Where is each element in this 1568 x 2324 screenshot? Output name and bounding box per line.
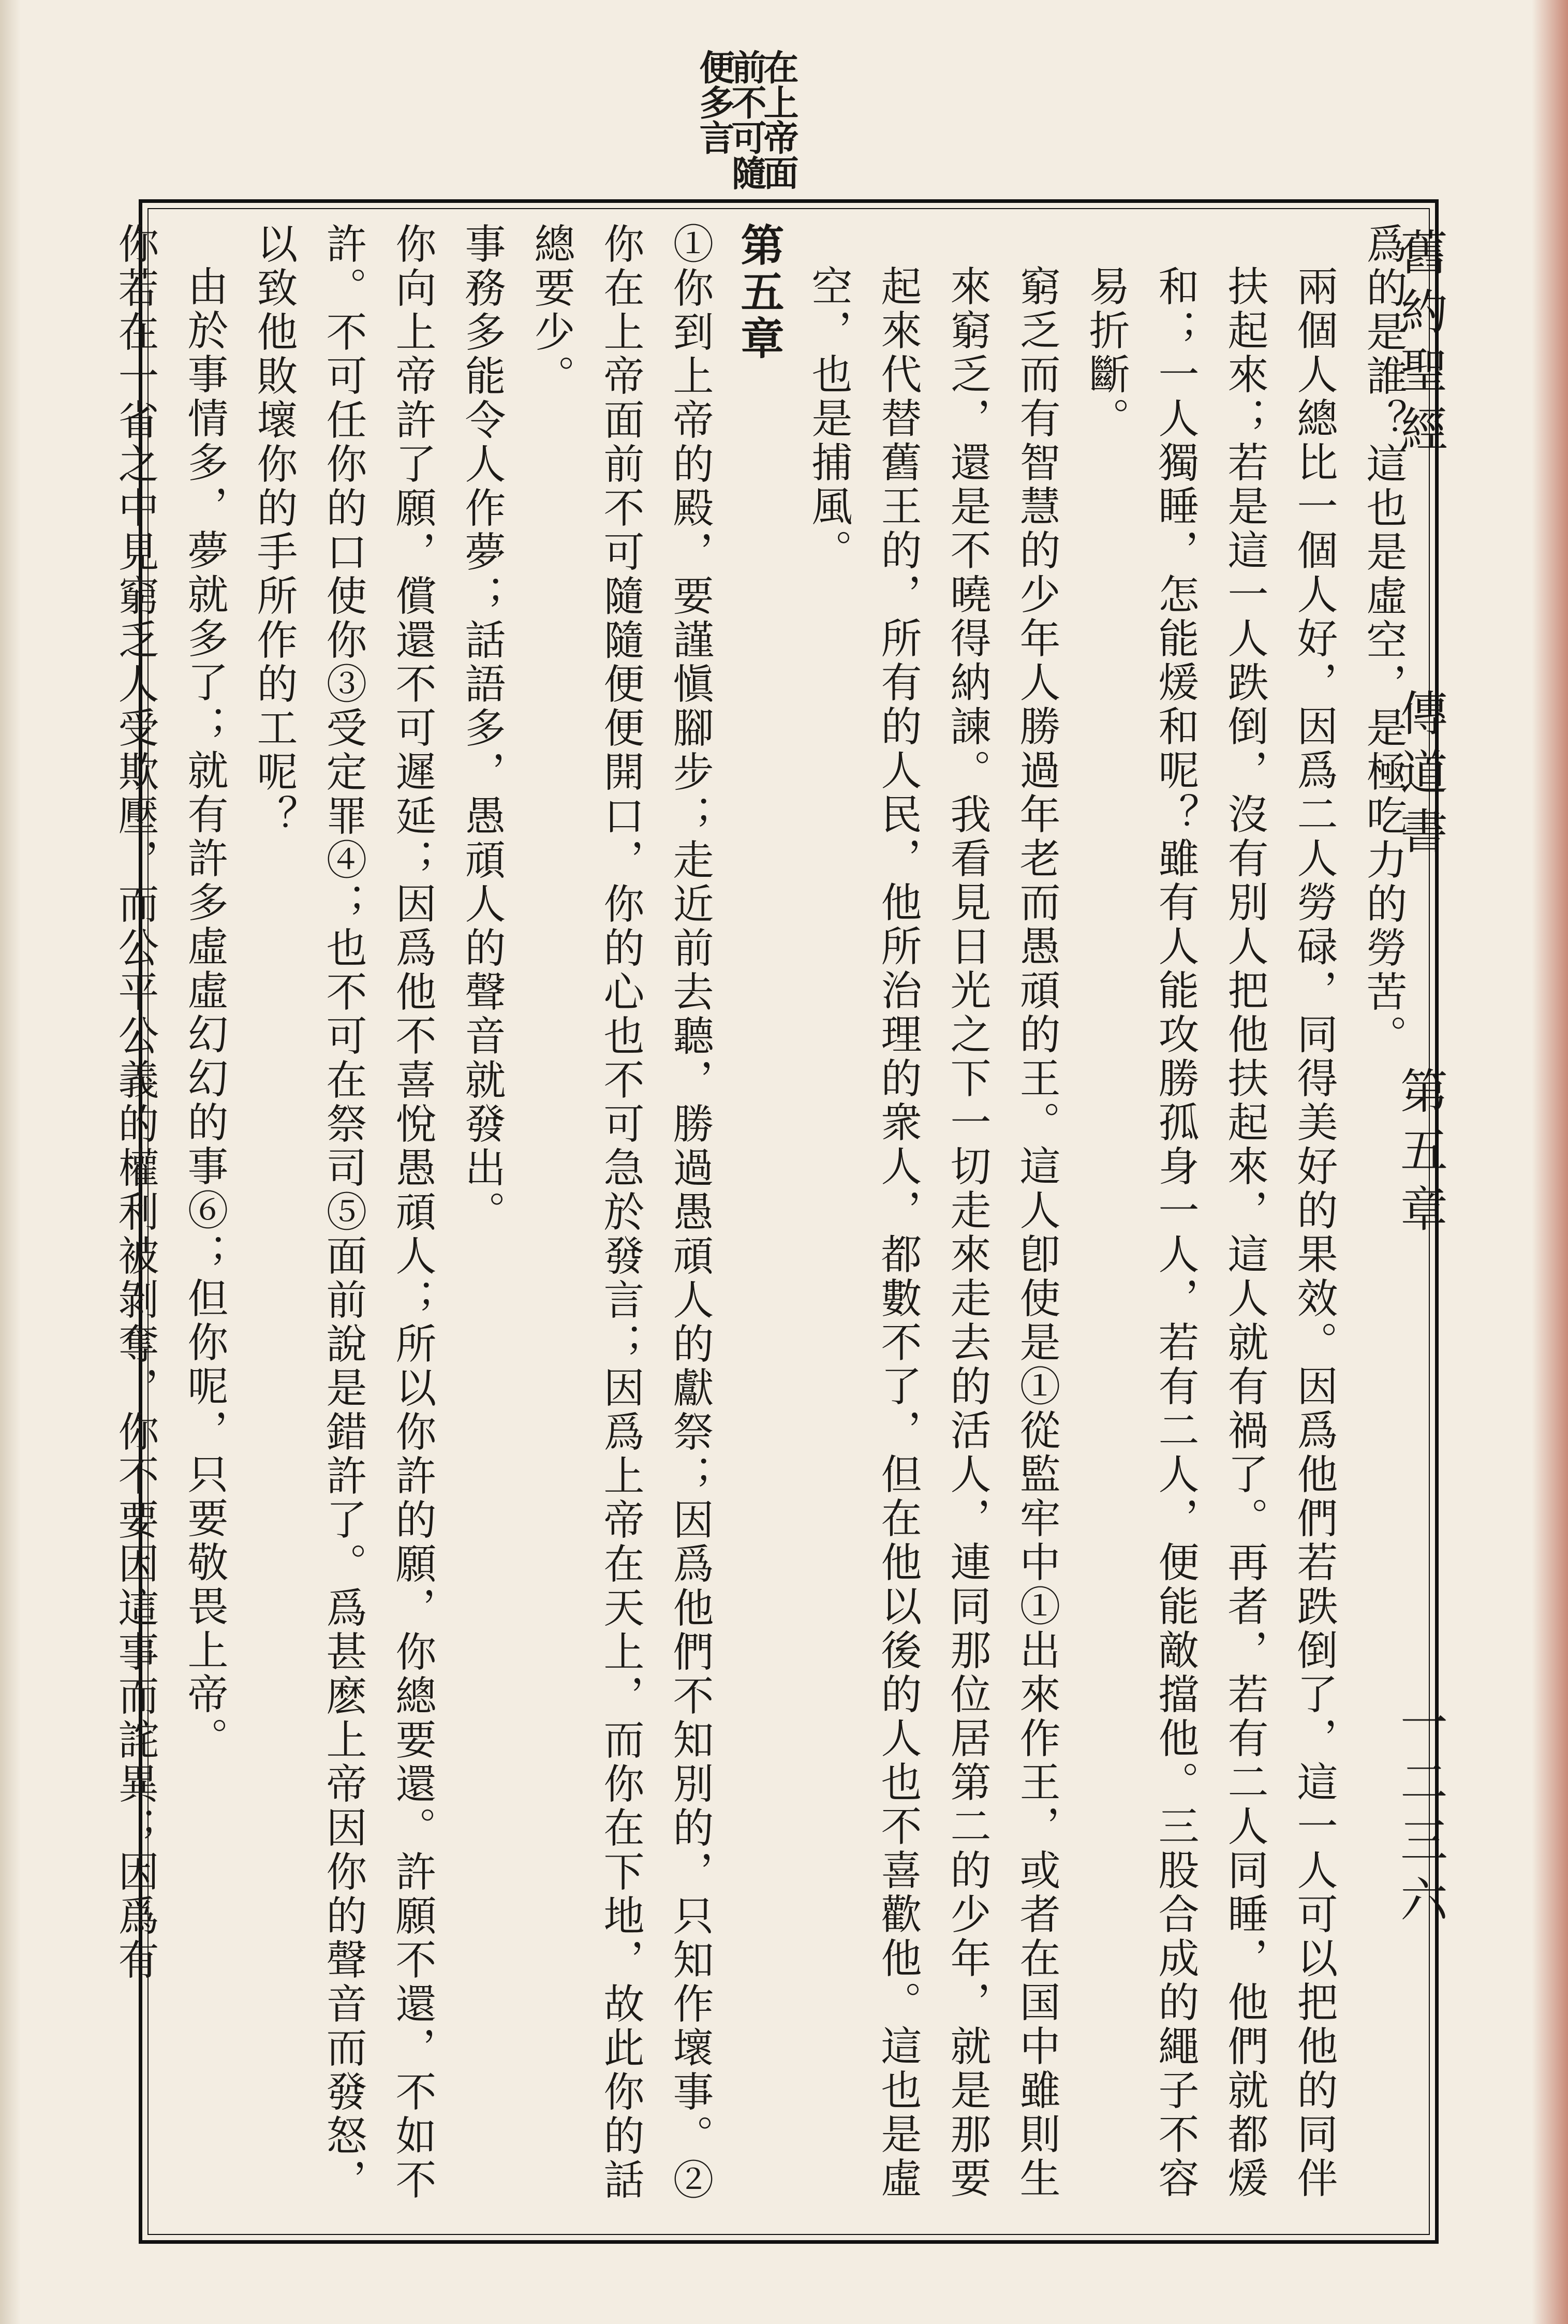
- chapter-label: 第五章: [1393, 1066, 1448, 1243]
- book-title: 舊約聖經: [1393, 228, 1448, 464]
- margin-note: 在上帝面前不可隨便多言: [693, 49, 799, 190]
- body-text: [111, 223, 1418, 2220]
- paragraph: 兩個人總比一個人好，因爲二人勞碌，同得美好的果效。因爲他們若跌倒了，這一人可以把他的同伴扶起來；若是這一人跌倒，沒有別人把他扶起來，這人就有禍了。再者，若有二人同睡，他們就都煖和；一人獨睡，怎能煖和呢？雖有人能攻勝孤身一人，若有二人，便能敵擋他。三股合成的繩子不容易折斷。: [1082, 265, 1338, 2201]
- paragraph: 你向上帝許了願，償還不可遲延；因爲他不喜悅愚頑人；所以你許的願，你總要還。許願不還，不如不許。不可任你的口使你③受定罪④；也不可在祭司⑤面前說是錯許了。爲甚麽上帝因你的聲音而發怒，以致他敗壞你的手所作的工呢？: [250, 223, 436, 2202]
- section-title: 傳道書: [1393, 688, 1448, 865]
- paragraph: 窮乏而有智慧的少年人勝過年老而愚頑的王。這人卽使是①從監牢中①出來作王，或者在国中雖則生來窮乏，還是不曉得納諫。我看見日光之下一切走來走去的活人，連同那位居第二的少年，就是那要起來代替舊王的，所有的人民，他所治理的衆人，都數不了，但在他以後的人也不喜歡他。這也是虛空，也是捕風。: [805, 265, 1060, 2201]
- chapter-heading: 第五章: [734, 223, 785, 362]
- paragraph: 由於事情多，夢就多了；就有許多虛虛幻幻的事⑥；但你呢，只要敬畏上帝。: [181, 265, 228, 1761]
- paragraph: ①你到上帝的殿，要謹愼腳步；走近前去聽，勝過愚頑人的獻祭；因爲他們不知別的，只知作壞事。②你在上帝面前不可隨隨便便開口，你的心也不可急於發言；因爲上帝在天上，而你在下地，故此你的話總要少。: [527, 223, 714, 2202]
- page-edge-right: [1532, 0, 1568, 2324]
- paragraph: 你若在一省之中見窮乏人受欺壓，而公平公義的權利被剝奪，你不要因這事而詫異；因爲有: [111, 223, 159, 1982]
- paragraph: 事務多能令人作夢；話語多，愚頑人的聲音就發出。: [458, 223, 506, 1234]
- paragraph: 爲的是誰？這也是虛空，是極吃力的勞苦。: [1359, 223, 1407, 1058]
- page-number: 一二三六: [1393, 1698, 1448, 1934]
- page-edge-left: [0, 0, 21, 2324]
